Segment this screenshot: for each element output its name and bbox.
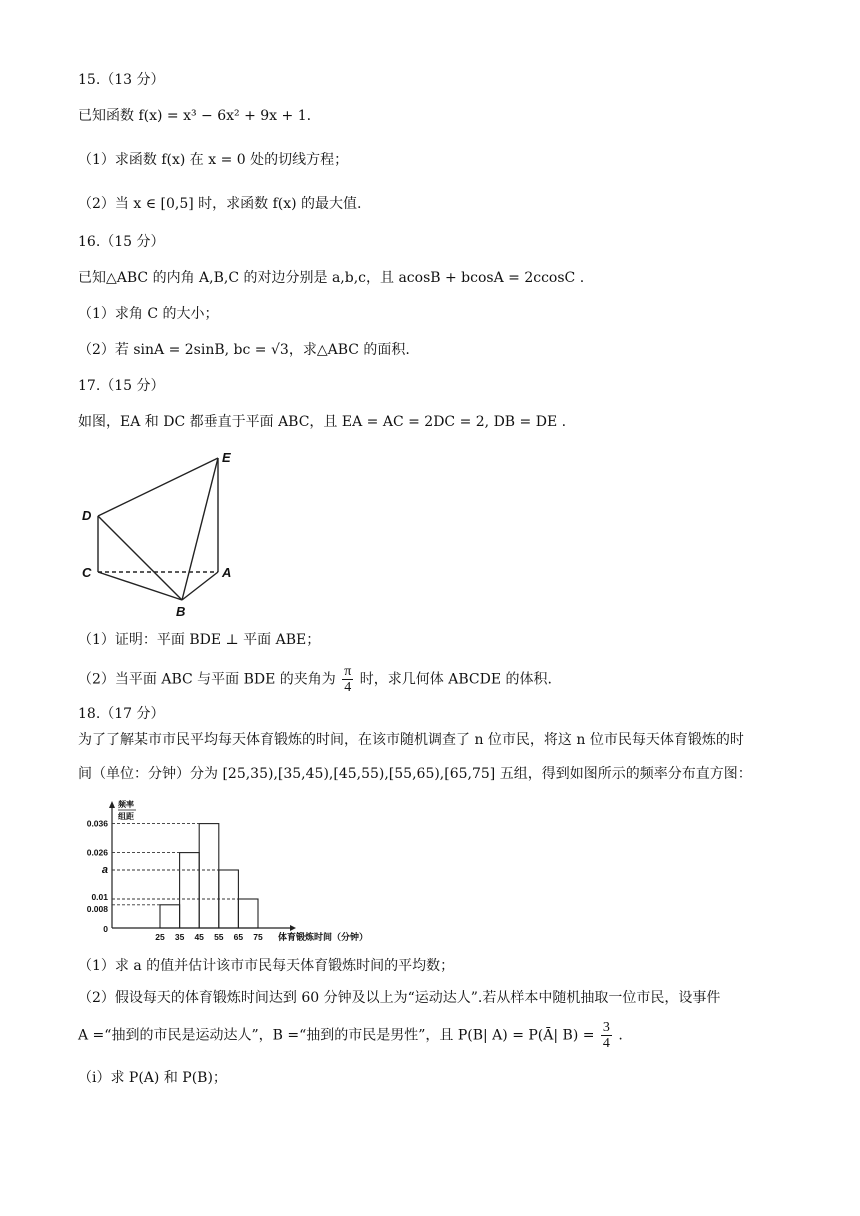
y-tick-label: 0 <box>103 924 108 934</box>
q16-part1: （1）求角 C 的大小； <box>78 306 219 322</box>
q18-part3-text-before: A =“抽到的市民是运动达人”，B =“抽到的市民是男性”，且 P(B| A) = P(Ā| B) = <box>78 1027 595 1044</box>
q17-part2-text-before: （2）当平面 ABC 与平面 BDE 的夹角为 <box>78 671 336 688</box>
edge-EB <box>182 458 218 600</box>
fraction-denominator: 4 <box>344 680 352 695</box>
q18-stem-line1: 为了了解某市市民平均每天体育锻炼的时间，在该市随机调查了 n 位市民，将这 n 位市民每天体育锻炼的时 <box>78 732 744 748</box>
histogram-bar <box>238 899 258 928</box>
ylabel-bottom: 组距 <box>118 812 134 821</box>
three-quarters-fraction <box>601 1020 612 1051</box>
q15-part1: （1）求函数 f(x) 在 x = 0 处的切线方程； <box>78 152 349 168</box>
y-tick-label: 0.008 <box>86 903 108 914</box>
q16-stem: 已知△ABC 的内角 A,B,C 的对边分别是 a,b,c，且 acosB + bcosA = 2ccosC . <box>78 270 585 286</box>
q16-part2: （2）若 sinA = 2sinB, bc = √3，求△ABC 的面积. <box>78 342 410 358</box>
q17-part2-text-after: 时，求几何体 ABCDE 的体积. <box>359 671 552 688</box>
q18-header: 18.（17 分） <box>78 706 165 722</box>
fraction-numerator: π <box>344 664 352 679</box>
q16-header: 16.（15 分） <box>78 234 165 250</box>
x-tick-label: 45 <box>194 932 204 942</box>
histogram-bar <box>180 853 200 928</box>
q17-stem: 如图，EA 和 DC 都垂直于平面 ABC，且 EA = AC = 2DC = 2, DB = DE . <box>78 414 567 430</box>
label-A: A <box>222 565 232 580</box>
edge-DE <box>98 458 218 516</box>
histogram-bar <box>199 824 219 928</box>
q18-part1: （1）求 a 的值并估计该市市民每天体育锻炼时间的平均数； <box>78 958 455 974</box>
q18-stem-line2: 间（单位：分钟）分为 [25,35),[35,45),[45,55),[55,65),[65,75] 五组，得到如图所示的频率分布直方图： <box>78 766 752 782</box>
xlabel: 体育锻炼时间（分钟） <box>278 932 369 942</box>
q15-part2: （2）当 x ∈ [0,5] 时，求函数 f(x) 的最大值. <box>78 196 362 212</box>
q17-header: 17.（15 分） <box>78 378 165 394</box>
q17-geometry-figure <box>78 450 268 622</box>
ylabel-top: 频率 <box>118 800 134 809</box>
x-tick-label: 25 <box>155 932 165 942</box>
y-tick-label: a <box>101 864 108 876</box>
edge-CB <box>98 572 182 600</box>
x-axis-arrow <box>290 925 296 931</box>
y-tick-label: 0.036 <box>86 818 108 829</box>
q17-part1: （1）证明：平面 BDE ⊥ 平面 ABE； <box>78 632 321 648</box>
y-axis-arrow <box>109 801 115 808</box>
frequency-histogram <box>78 798 398 948</box>
label-D: D <box>82 508 92 523</box>
fraction-denominator: 4 <box>602 1036 610 1051</box>
x-tick-label: 35 <box>174 932 185 942</box>
q18-part2: （2）假设每天的体育锻炼时间达到 60 分钟及以上为“运动达人”.若从样本中随机抽取一位市民，设事件 <box>78 990 721 1006</box>
fraction-numerator: 3 <box>602 1020 610 1035</box>
q15-header: 15.（13 分） <box>78 72 165 88</box>
edge-DB <box>98 516 182 600</box>
y-tick-label: 0.026 <box>86 847 108 858</box>
pi-over-4-fraction <box>342 664 353 695</box>
y-tick-label: 0.01 <box>91 892 108 902</box>
label-E: E <box>222 450 231 465</box>
x-tick-label: 75 <box>253 932 263 942</box>
q18-part3 <box>78 1020 623 1051</box>
q15-stem: 已知函数 f(x) = x³ − 6x² + 9x + 1. <box>78 108 312 124</box>
x-tick-label: 65 <box>233 932 244 942</box>
histogram-bar <box>160 905 180 928</box>
q18-part3-text-after: . <box>618 1027 623 1044</box>
q17-part2 <box>78 664 552 695</box>
x-tick-label: 55 <box>214 932 224 942</box>
label-B: B <box>176 604 186 619</box>
label-C: C <box>82 565 92 580</box>
q18-part-i: （i）求 P(A) 和 P(B)； <box>78 1070 227 1086</box>
